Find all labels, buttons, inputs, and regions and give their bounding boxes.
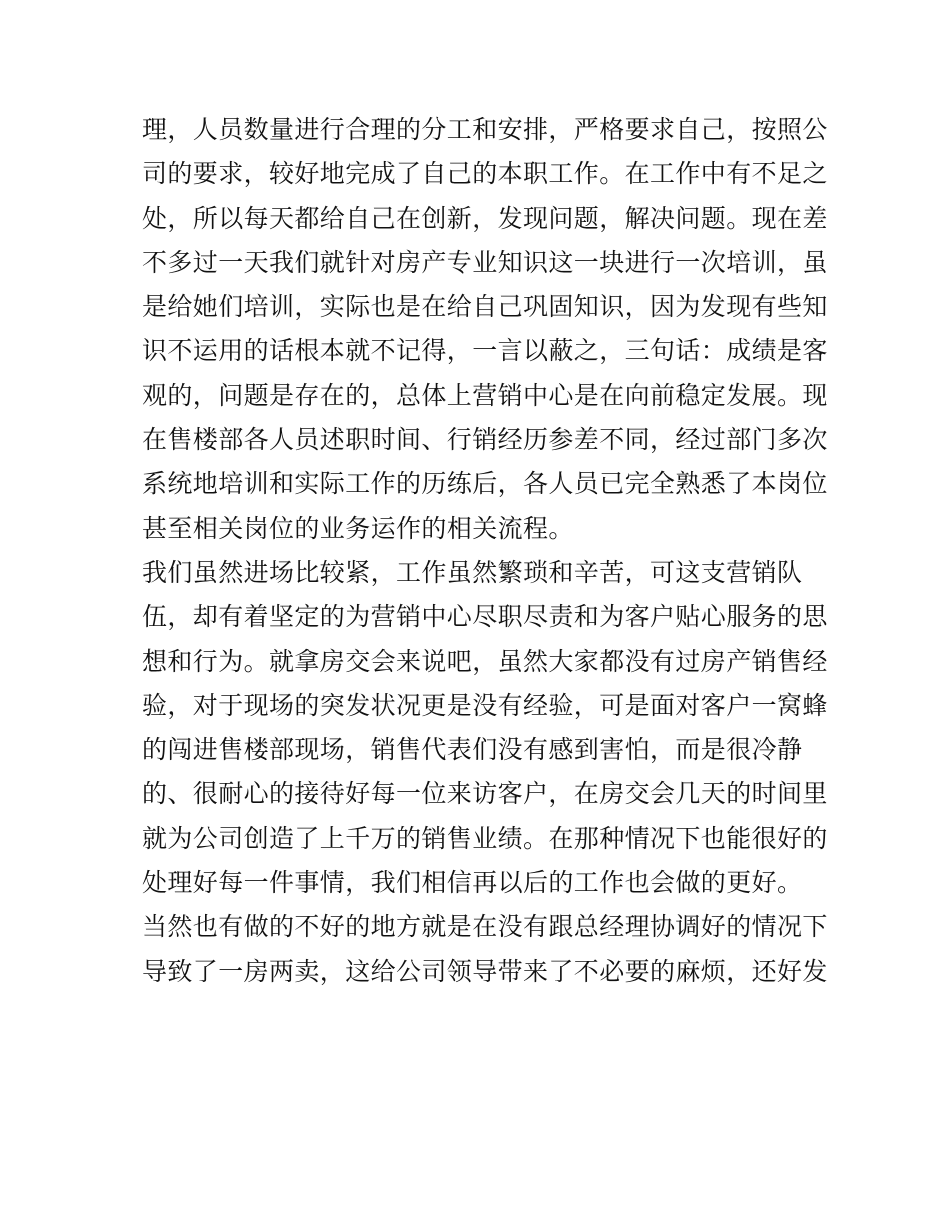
text-line: 当然也有做的不好的地方就是在没有跟总经理协调好的情况下 <box>142 912 828 942</box>
text-line: 导致了一房两卖，这给公司领导带来了不必要的麻烦，还好发 <box>142 956 828 986</box>
text-line: 想和行为。就拿房交会来说吧，虽然大家都没有过房产销售经 <box>142 646 828 676</box>
text-line: 甚至相关岗位的业务运作的相关流程。 <box>142 513 574 543</box>
text-line: 在售楼部各人员述职时间、行销经历参差不同，经过部门多次 <box>142 425 828 455</box>
text-line: 系统地培训和实际工作的历练后，各人员已完全熟悉了本岗位 <box>142 469 828 499</box>
text-line: 观的，问题是存在的，总体上营销中心是在向前稳定发展。现 <box>142 380 828 410</box>
text-line: 伍，却有着坚定的为营销中心尽职尽责和为客户贴心服务的思 <box>142 602 828 632</box>
text-line: 司的要求，较好地完成了自己的本职工作。在工作中有不足之 <box>142 159 828 189</box>
text-line: 是给她们培训，实际也是在给自己巩固知识，因为发现有些知 <box>142 292 828 322</box>
text-line: 验，对于现场的突发状况更是没有经验，可是面对客户一窝蜂 <box>142 690 828 720</box>
text-line: 识不运用的话根本就不记得，一言以蔽之，三句话：成绩是客 <box>142 336 828 366</box>
text-line: 处，所以每天都给自己在创新，发现问题，解决问题。现在差 <box>142 203 828 233</box>
text-line: 我们虽然进场比较紧，工作虽然繁琐和辛苦，可这支营销队 <box>142 557 803 587</box>
text-line: 就为公司创造了上千万的销售业绩。在那种情况下也能很好的 <box>142 823 828 853</box>
text-line: 的、很耐心的接待好每一位来访客户，在房交会几天的时间里 <box>142 779 828 809</box>
text-line: 理，人员数量进行合理的分工和安排，严格要求自己，按照公 <box>142 115 828 144</box>
document-body <box>142 108 828 994</box>
text-line: 的闯进售楼部现场，销售代表们没有感到害怕，而是很冷静 <box>142 735 803 765</box>
text-line: 处理好每一件事情，我们相信再以后的工作也会做的更好。 <box>142 868 803 898</box>
text-line: 不多过一天我们就针对房产专业知识这一块进行一次培训，虽 <box>142 247 828 277</box>
